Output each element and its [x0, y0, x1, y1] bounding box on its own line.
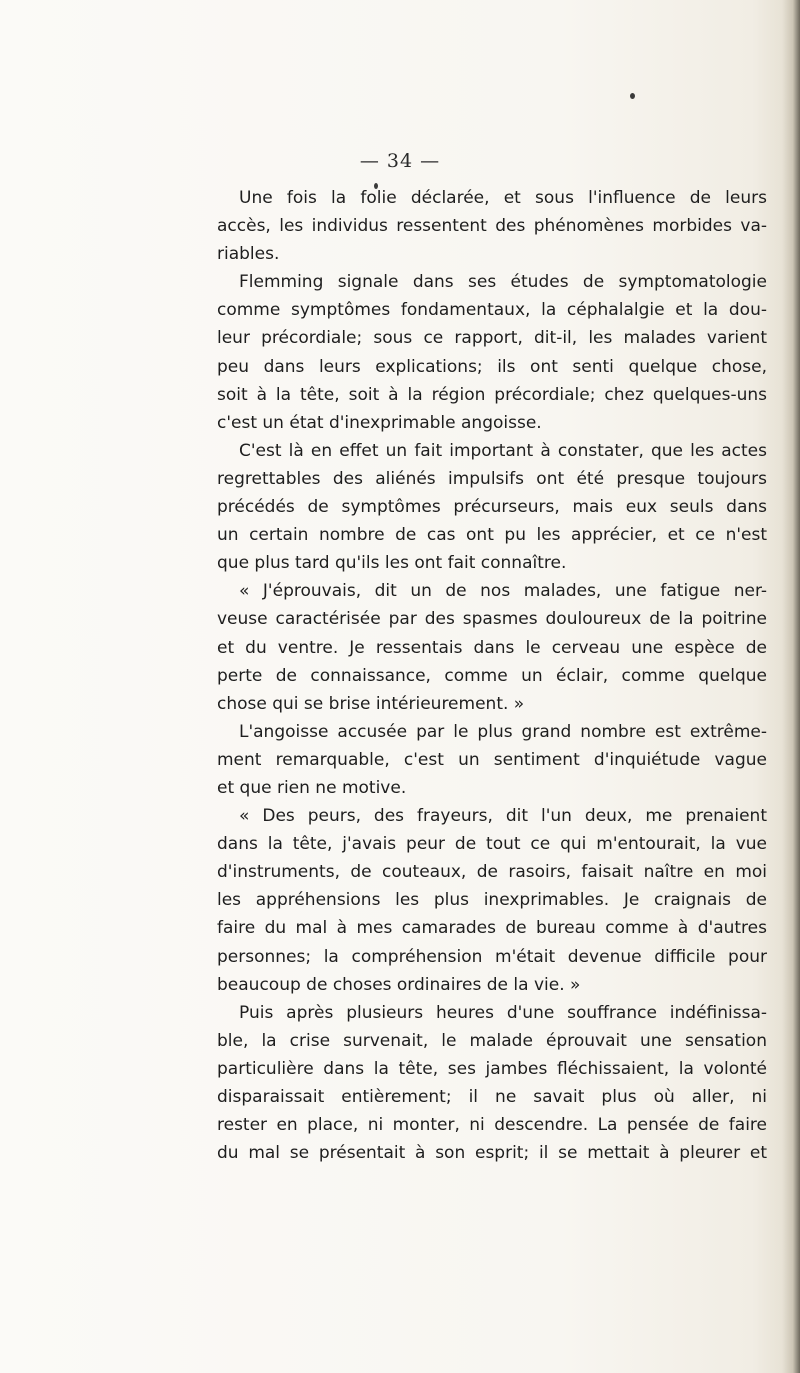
text-line: leur précordiale; sous ce rapport, dit-il, les malades varient [217, 328, 767, 349]
page-number: — 34 — [359, 150, 441, 172]
text-line: que plus tard qu'ils les ont fait connaître. [217, 553, 567, 574]
text-line: un certain nombre de cas ont pu les apprécier, et ce n'est [217, 525, 767, 546]
text-line: et que rien ne motive. [217, 777, 407, 798]
text-line: regrettables des aliénés impulsifs ont été presque toujours [217, 468, 767, 489]
text-line: ment remarquable, c'est un sentiment d'inquiétude vague [217, 749, 767, 770]
text-line: précédés de symptômes précurseurs, mais eux seuls dans [217, 497, 767, 518]
text-line: c'est un état d'inexprimable angoisse. [217, 412, 542, 433]
ink-speck [630, 93, 635, 99]
text-line: Une fois la folie déclarée, et sous l'influence de leurs [239, 188, 767, 208]
text-line: dans la tête, j'avais peur de tout ce qui m'entourait, la vue [217, 834, 767, 855]
text-line: faire du mal à mes camarades de bureau comme à d'autres [217, 918, 767, 939]
text-line: ble, la crise survenait, le malade éprouvait une sensation [217, 1030, 767, 1051]
text-line: les appréhensions les plus inexprimables. Je craignais de [217, 890, 767, 911]
text-line: peu dans leurs explications; ils ont senti quelque chose, [217, 356, 767, 377]
page-edge-shadow [782, 0, 800, 1373]
body-text [217, 184, 767, 1167]
text-line: C'est là en effet un fait important à constater, que les actes [239, 440, 767, 461]
text-line: perte de connaissance, comme un éclair, comme quelque [217, 665, 767, 686]
text-line: particulière dans la tête, ses jambes fléchissaient, la volonté [217, 1058, 767, 1079]
text-line: du mal se présentait à son esprit; il se mettait à pleurer et [217, 1143, 767, 1164]
text-line: soit à la tête, soit à la région précordiale; chez quelques-uns [217, 384, 767, 405]
text-line: Puis après plusieurs heures d'une souffrance indéfinissa- [239, 1002, 767, 1023]
text-line: L'angoisse accusée par le plus grand nombre est extrême- [239, 721, 767, 742]
text-line: « Des peurs, des frayeurs, dit l'un deux, me prenaient [239, 806, 767, 827]
text-line: comme symptômes fondamentaux, la céphalalgie et la dou- [217, 300, 767, 321]
text-line: personnes; la compréhension m'était devenue difficile pour [217, 946, 767, 967]
text-line: disparaissait entièrement; il ne savait plus où aller, ni [217, 1087, 767, 1107]
text-line: accès, les individus ressentent des phénomènes morbides va- [217, 216, 767, 237]
text-line: beaucoup de choses ordinaires de la vie. » [217, 974, 581, 995]
text-line: chose qui se brise intérieurement. » [217, 693, 525, 714]
text-line: veuse caractérisée par des spasmes douloureux de la poitrine [217, 609, 767, 630]
text-line: rester en place, ni monter, ni descendre. La pensée de faire [217, 1115, 767, 1136]
text-line: « J'éprouvais, dit un de nos malades, une fatigue ner- [239, 581, 767, 602]
text-line: et du ventre. Je ressentais dans le cerveau une espèce de [217, 637, 767, 658]
text-line: d'instruments, de couteaux, de rasoirs, faisait naître en moi [217, 862, 767, 883]
text-line: Flemming signale dans ses études de symptomatologie [239, 272, 767, 293]
text-line: riables. [217, 244, 280, 265]
